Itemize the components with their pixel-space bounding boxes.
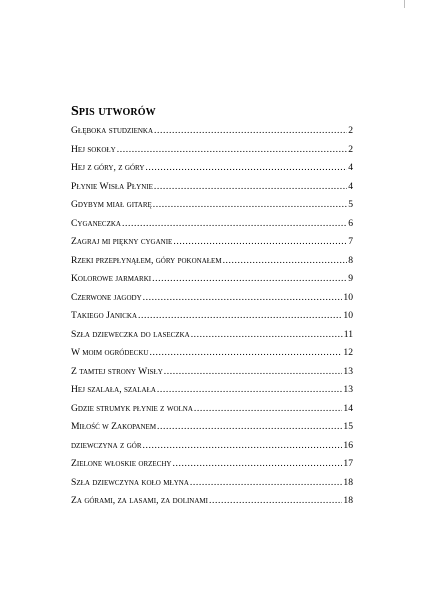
toc-entry-title: Płynie Wisła Płynie xyxy=(71,180,153,192)
toc-entry[interactable] xyxy=(71,437,353,456)
toc-page-number: 13 xyxy=(343,384,353,395)
toc-entry-title: Zielone włoskie orzechy xyxy=(71,458,172,469)
toc-entry-title: Głęboka studzienka xyxy=(71,125,154,136)
toc-dot-leader xyxy=(173,233,347,252)
toc-entry-title: Za górami, za lasami, za dolinami xyxy=(71,495,208,506)
toc-entry-title: Hej szalała, szalała xyxy=(71,384,156,395)
toc-page-number: 16 xyxy=(343,439,353,451)
toc-entry[interactable] xyxy=(71,233,353,252)
toc-entry-title: Szła dzieweczka do laseczka xyxy=(71,328,190,340)
toc-entry[interactable] xyxy=(71,326,353,345)
toc-dot-leader xyxy=(153,196,347,215)
toc-entry[interactable] xyxy=(71,344,353,363)
toc-dot-leader xyxy=(191,326,343,345)
toc-dot-leader xyxy=(145,159,347,178)
toc-entry[interactable] xyxy=(71,363,353,382)
toc-page-number: 2 xyxy=(348,125,353,136)
toc-entry[interactable] xyxy=(71,141,353,160)
toc-dot-leader xyxy=(157,418,342,437)
toc-entry-title: Miłość w Zakopanem xyxy=(71,421,157,432)
toc-entry-title: Szła dziewczyna koło młyna xyxy=(71,476,189,488)
toc-dot-leader xyxy=(122,215,347,234)
toc-page-number: 10 xyxy=(343,291,353,303)
toc-entry-title: Zagraj mi piękny cyganie xyxy=(71,236,173,247)
toc-entry[interactable] xyxy=(71,474,353,493)
toc-dot-leader xyxy=(157,381,343,400)
toc-page-number: 12 xyxy=(343,347,353,358)
toc-entry[interactable] xyxy=(71,196,353,215)
toc-page-number: 14 xyxy=(343,402,353,414)
toc-dot-leader xyxy=(223,252,348,271)
toc-page-number: 11 xyxy=(343,328,353,340)
toc-entry-title: Cyganeczka xyxy=(71,217,121,229)
toc-dot-leader xyxy=(154,122,347,141)
toc-page-number: 5 xyxy=(348,199,353,210)
toc-page-number: 18 xyxy=(343,495,353,506)
toc-dot-leader xyxy=(194,400,343,419)
toc-page-number: 4 xyxy=(348,162,353,173)
toc-entry-title: Hej z góry, z góry xyxy=(71,162,145,173)
toc-page-number: 4 xyxy=(348,180,353,192)
toc-page-number: 8 xyxy=(348,254,353,266)
toc-entry[interactable] xyxy=(71,400,353,419)
toc-entry-title: Z tamtej strony Wisły xyxy=(71,365,163,377)
toc-entry-title: Gdybym miał gitarę xyxy=(71,199,152,210)
toc-entry[interactable] xyxy=(71,381,353,400)
toc-dot-leader xyxy=(149,344,342,363)
toc-entry[interactable] xyxy=(71,178,353,197)
toc-page-number: 2 xyxy=(348,143,353,155)
toc-page-number: 15 xyxy=(343,421,353,432)
toc-entry[interactable] xyxy=(71,307,353,326)
toc-dot-leader xyxy=(117,141,347,160)
toc-entry-title: Gdzie strumyk płynie z wolna xyxy=(71,402,193,414)
toc-dot-leader xyxy=(190,474,343,493)
toc-entry[interactable] xyxy=(71,270,353,289)
toc-dot-leader xyxy=(154,178,347,197)
toc-entry[interactable] xyxy=(71,455,353,474)
toc-dot-leader xyxy=(152,270,347,289)
toc-entry[interactable] xyxy=(71,215,353,234)
toc-entry-title: Hej sokoły xyxy=(71,143,116,155)
toc-page-number: 17 xyxy=(343,458,353,469)
toc-entry-title: Rzeki przepłynąłem, góry pokonałem xyxy=(71,254,222,266)
toc-page-number: 7 xyxy=(348,236,353,247)
toc-title: Spis utworów xyxy=(71,104,156,120)
toc-dot-leader xyxy=(209,492,342,511)
toc-entry-title: W moim ogródecku xyxy=(71,347,149,358)
toc-page-number: 10 xyxy=(343,310,353,321)
toc-dot-leader xyxy=(138,307,342,326)
toc-page-number: 6 xyxy=(348,217,353,229)
toc-page-number: 13 xyxy=(343,365,353,377)
toc-entry[interactable] xyxy=(71,289,353,308)
toc-page-number: 9 xyxy=(348,273,353,284)
page-corner-mark xyxy=(404,0,405,8)
toc-entry-title: dziewczyna z gór xyxy=(71,439,142,451)
toc-entry-title: Czerwone jagody xyxy=(71,291,142,303)
toc-dot-leader xyxy=(164,363,343,382)
toc-dot-leader xyxy=(143,289,343,308)
table-of-contents xyxy=(71,122,353,511)
toc-entry[interactable] xyxy=(71,122,353,141)
toc-entry-title: Takiego Janicka xyxy=(71,310,138,321)
toc-entry[interactable] xyxy=(71,159,353,178)
toc-entry[interactable] xyxy=(71,418,353,437)
toc-dot-leader xyxy=(143,437,343,456)
toc-entry-title: Kolorowe jarmarki xyxy=(71,273,152,284)
toc-entry[interactable] xyxy=(71,492,353,511)
toc-dot-leader xyxy=(172,455,342,474)
toc-page-number: 18 xyxy=(343,476,353,488)
toc-entry[interactable] xyxy=(71,252,353,271)
